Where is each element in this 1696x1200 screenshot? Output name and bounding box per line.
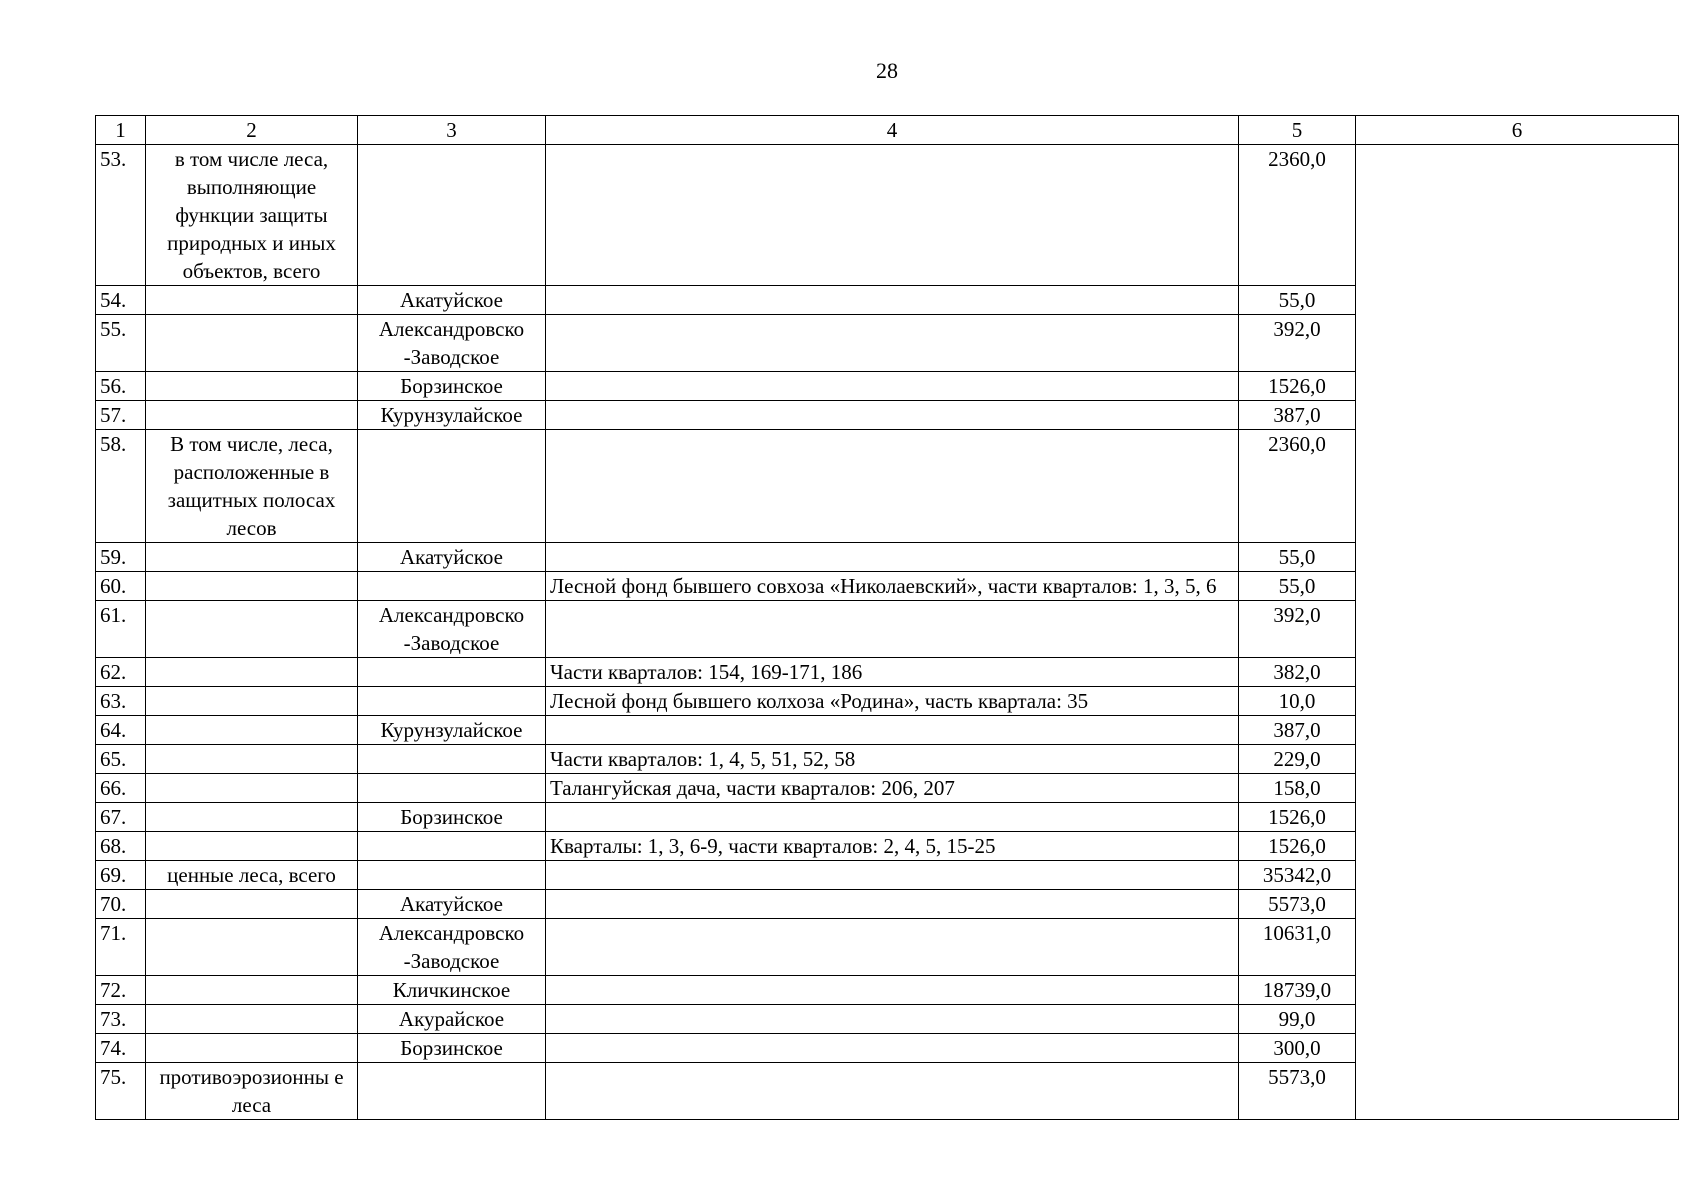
- forestry-cell: Борзинское: [358, 803, 546, 832]
- forestry-cell: Александровско -Заводское: [358, 919, 546, 976]
- category-cell: [146, 1034, 358, 1063]
- area-value-cell: 35342,0: [1239, 861, 1356, 890]
- category-cell: [146, 803, 358, 832]
- category-cell: [146, 919, 358, 976]
- forestry-cell: [358, 687, 546, 716]
- row-number-cell: 58.: [96, 430, 146, 543]
- row-number-cell: 55.: [96, 315, 146, 372]
- area-value-cell: 2360,0: [1239, 145, 1356, 286]
- column-header: 2: [146, 116, 358, 145]
- category-cell: противоэрозионны е леса: [146, 1063, 358, 1120]
- category-cell: [146, 286, 358, 315]
- category-cell: [146, 774, 358, 803]
- area-value-cell: 1526,0: [1239, 803, 1356, 832]
- column-header: 1: [96, 116, 146, 145]
- location-cell: [546, 145, 1239, 286]
- forestry-cell: [358, 832, 546, 861]
- location-cell: [546, 372, 1239, 401]
- row-number-cell: 70.: [96, 890, 146, 919]
- location-cell: Талангуйская дача, части кварталов: 206, 207: [546, 774, 1239, 803]
- category-cell: [146, 543, 358, 572]
- location-cell: Лесной фонд бывшего совхоза «Николаевский», части кварталов: 1, 3, 5, 6: [546, 572, 1239, 601]
- location-cell: [546, 976, 1239, 1005]
- forestry-cell: Кличкинское: [358, 976, 546, 1005]
- row-number-cell: 69.: [96, 861, 146, 890]
- row-number-cell: 62.: [96, 658, 146, 687]
- category-cell: [146, 315, 358, 372]
- notes-cell: [1356, 145, 1679, 1120]
- table-row: [96, 145, 1679, 286]
- forestry-cell: Александровско -Заводское: [358, 315, 546, 372]
- area-value-cell: 158,0: [1239, 774, 1356, 803]
- forestry-cell: Александровско -Заводское: [358, 601, 546, 658]
- category-cell: [146, 1005, 358, 1034]
- column-header: 4: [546, 116, 1239, 145]
- row-number-cell: 60.: [96, 572, 146, 601]
- location-cell: [546, 286, 1239, 315]
- area-value-cell: 392,0: [1239, 315, 1356, 372]
- location-cell: [546, 919, 1239, 976]
- row-number-cell: 64.: [96, 716, 146, 745]
- location-cell: [546, 1034, 1239, 1063]
- area-value-cell: 55,0: [1239, 543, 1356, 572]
- column-header: 6: [1356, 116, 1679, 145]
- row-number-cell: 72.: [96, 976, 146, 1005]
- row-number-cell: 63.: [96, 687, 146, 716]
- location-cell: [546, 315, 1239, 372]
- forestry-cell: [358, 658, 546, 687]
- forestry-cell: Акатуйское: [358, 890, 546, 919]
- category-cell: [146, 687, 358, 716]
- category-cell: [146, 716, 358, 745]
- location-cell: [546, 401, 1239, 430]
- category-cell: [146, 401, 358, 430]
- row-number-cell: 61.: [96, 601, 146, 658]
- category-cell: ценные леса, всего: [146, 861, 358, 890]
- forestry-cell: Борзинское: [358, 372, 546, 401]
- area-value-cell: 55,0: [1239, 286, 1356, 315]
- location-cell: [546, 861, 1239, 890]
- row-number-cell: 71.: [96, 919, 146, 976]
- location-cell: [546, 1063, 1239, 1120]
- column-header: 5: [1239, 116, 1356, 145]
- area-value-cell: 10631,0: [1239, 919, 1356, 976]
- area-value-cell: 5573,0: [1239, 1063, 1356, 1120]
- row-number-cell: 74.: [96, 1034, 146, 1063]
- category-cell: [146, 745, 358, 774]
- location-cell: Части кварталов: 154, 169-171, 186: [546, 658, 1239, 687]
- row-number-cell: 56.: [96, 372, 146, 401]
- area-value-cell: 2360,0: [1239, 430, 1356, 543]
- column-header: 3: [358, 116, 546, 145]
- area-value-cell: 18739,0: [1239, 976, 1356, 1005]
- row-number-cell: 75.: [96, 1063, 146, 1120]
- page-number: 28: [876, 58, 898, 83]
- forest-data-table: [95, 115, 1679, 1120]
- row-number-cell: 67.: [96, 803, 146, 832]
- forestry-cell: Борзинское: [358, 1034, 546, 1063]
- area-value-cell: 5573,0: [1239, 890, 1356, 919]
- category-cell: [146, 372, 358, 401]
- location-cell: [546, 543, 1239, 572]
- forestry-cell: [358, 430, 546, 543]
- row-number-cell: 68.: [96, 832, 146, 861]
- forestry-cell: Акатуйское: [358, 286, 546, 315]
- area-value-cell: 55,0: [1239, 572, 1356, 601]
- area-value-cell: 392,0: [1239, 601, 1356, 658]
- forestry-cell: Курунзулайское: [358, 401, 546, 430]
- location-cell: Кварталы: 1, 3, 6-9, части кварталов: 2, 4, 5, 15-25: [546, 832, 1239, 861]
- area-value-cell: 99,0: [1239, 1005, 1356, 1034]
- location-cell: [546, 890, 1239, 919]
- forestry-cell: [358, 1063, 546, 1120]
- area-value-cell: 1526,0: [1239, 832, 1356, 861]
- category-cell: в том числе леса, выполняющие функции защиты природных и иных объектов, всего: [146, 145, 358, 286]
- table-body: [96, 145, 1679, 1120]
- category-cell: В том числе, леса, расположенные в защитных полосах лесов: [146, 430, 358, 543]
- location-cell: Лесной фонд бывшего колхоза «Родина», часть квартала: 35: [546, 687, 1239, 716]
- header-row: [96, 116, 1679, 145]
- area-value-cell: 382,0: [1239, 658, 1356, 687]
- category-cell: [146, 832, 358, 861]
- area-value-cell: 387,0: [1239, 401, 1356, 430]
- category-cell: [146, 601, 358, 658]
- location-cell: [546, 601, 1239, 658]
- row-number-cell: 59.: [96, 543, 146, 572]
- location-cell: [546, 1005, 1239, 1034]
- location-cell: [546, 716, 1239, 745]
- category-cell: [146, 976, 358, 1005]
- category-cell: [146, 890, 358, 919]
- row-number-cell: 57.: [96, 401, 146, 430]
- row-number-cell: 66.: [96, 774, 146, 803]
- location-cell: Части кварталов: 1, 4, 5, 51, 52, 58: [546, 745, 1239, 774]
- area-value-cell: 10,0: [1239, 687, 1356, 716]
- row-number-cell: 65.: [96, 745, 146, 774]
- row-number-cell: 73.: [96, 1005, 146, 1034]
- location-cell: [546, 803, 1239, 832]
- forestry-cell: [358, 145, 546, 286]
- area-value-cell: 229,0: [1239, 745, 1356, 774]
- forestry-cell: Акатуйское: [358, 543, 546, 572]
- forestry-cell: [358, 572, 546, 601]
- row-number-cell: 53.: [96, 145, 146, 286]
- forestry-cell: [358, 745, 546, 774]
- forestry-cell: [358, 861, 546, 890]
- forestry-cell: Курунзулайское: [358, 716, 546, 745]
- area-value-cell: 300,0: [1239, 1034, 1356, 1063]
- category-cell: [146, 572, 358, 601]
- forestry-cell: [358, 774, 546, 803]
- forestry-cell: Акурайское: [358, 1005, 546, 1034]
- row-number-cell: 54.: [96, 286, 146, 315]
- location-cell: [546, 430, 1239, 543]
- area-value-cell: 387,0: [1239, 716, 1356, 745]
- area-value-cell: 1526,0: [1239, 372, 1356, 401]
- category-cell: [146, 658, 358, 687]
